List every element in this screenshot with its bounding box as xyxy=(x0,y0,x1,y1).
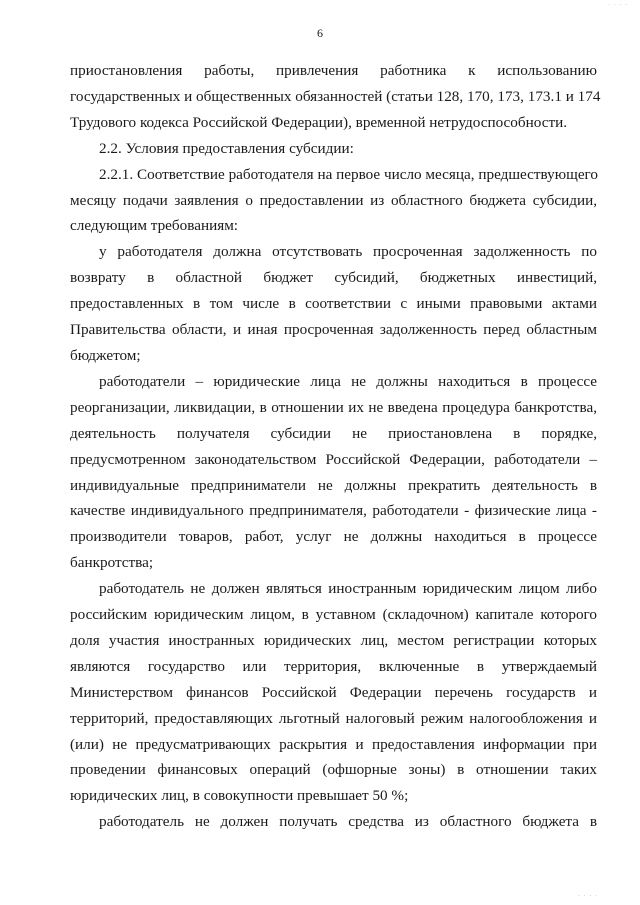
text-line: доля участия иностранных юридических лиц, местом регистрации которых xyxy=(70,631,597,649)
paragraph-1 xyxy=(70,58,601,136)
text-line: банкротства; xyxy=(70,554,154,572)
text-line: у работодателя должна отсутствовать просроченная задолженность по xyxy=(99,243,597,261)
text-line: Трудового кодекса Российской Федерации), временной нетрудоспособности. xyxy=(70,113,568,131)
text-line: индивидуальные предприниматели не должны прекратить деятельность в xyxy=(70,476,597,494)
text-line: 2.2.1. Соответствие работодателя на первое число месяца, предшествующего xyxy=(99,165,599,183)
text-line: работодатель не должен получать средства из областного бюджета в xyxy=(99,813,597,831)
scan-artifact: · · · · xyxy=(608,2,628,8)
text-line: месяцу подачи заявления о предоставлении из областного бюджета субсидии, xyxy=(70,191,597,209)
text-line: российским юридическим лицом, в уставном (складочном) капитале которого xyxy=(70,606,597,624)
text-line: 2.2. Условия предоставления субсидии: xyxy=(99,139,354,157)
section-heading-2-2 xyxy=(70,136,597,162)
text-line: территорий, предоставляющих льготный налоговый режим налогообложения и xyxy=(70,709,597,727)
text-line: являются государство или территория, включенные в утверждаемый xyxy=(70,657,597,675)
paragraph-reorganization-requirement xyxy=(70,369,597,576)
text-line: предоставленных в том числе в соответствии с иными правовыми актами xyxy=(70,295,597,313)
text-line: работодатели – юридические лица не должны находиться в процессе xyxy=(99,372,597,390)
text-line: Министерством финансов Российской Федерации перечень государств и xyxy=(70,683,597,701)
scan-artifact: · · · · xyxy=(578,893,598,899)
text-line: работодатель не должен являться иностранным юридическим лицом либо xyxy=(99,580,597,598)
paragraph-foreign-entity-requirement xyxy=(70,576,597,809)
document-body xyxy=(70,58,601,835)
paragraph-2-2-1 xyxy=(70,162,597,240)
paragraph-debt-requirement xyxy=(70,239,597,369)
text-line: реорганизации, ликвидации, в отношении их не введена процедура банкротства, xyxy=(70,398,597,416)
text-line: деятельность получателя субсидии не приостановлена в порядке, xyxy=(70,424,597,442)
text-line: следующим требованиям: xyxy=(70,217,239,235)
page-number: 6 xyxy=(317,26,323,40)
text-line: (или) не предусматривающих раскрытия и предоставления информации при xyxy=(70,735,597,753)
text-line: приостановления работы, привлечения работника к использованию xyxy=(70,62,597,79)
text-line: государственных и общественных обязанностей (статьи 128, 170, 173, 173.1 и 174 xyxy=(70,87,601,105)
text-line: проведении финансовых операций (офшорные зоны) в отношении таких xyxy=(70,761,597,779)
text-line: юридических лиц, в совокупности превышает 50 %; xyxy=(70,787,409,805)
text-line: возврату в областной бюджет субсидий, бюджетных инвестиций, xyxy=(70,269,597,287)
text-line: предусмотренном законодательством Российской Федерации, работодатели – xyxy=(70,450,597,468)
text-line: бюджетом; xyxy=(70,346,141,364)
text-line: Правительства области, и иная просроченная задолженность перед областным xyxy=(70,321,597,339)
text-line: качестве индивидуального предпринимателя, работодатели - физические лица - xyxy=(70,502,597,520)
text-line: производители товаров, работ, услуг не должны находиться в процессе xyxy=(70,528,597,546)
paragraph-budget-funds-requirement xyxy=(70,809,597,835)
